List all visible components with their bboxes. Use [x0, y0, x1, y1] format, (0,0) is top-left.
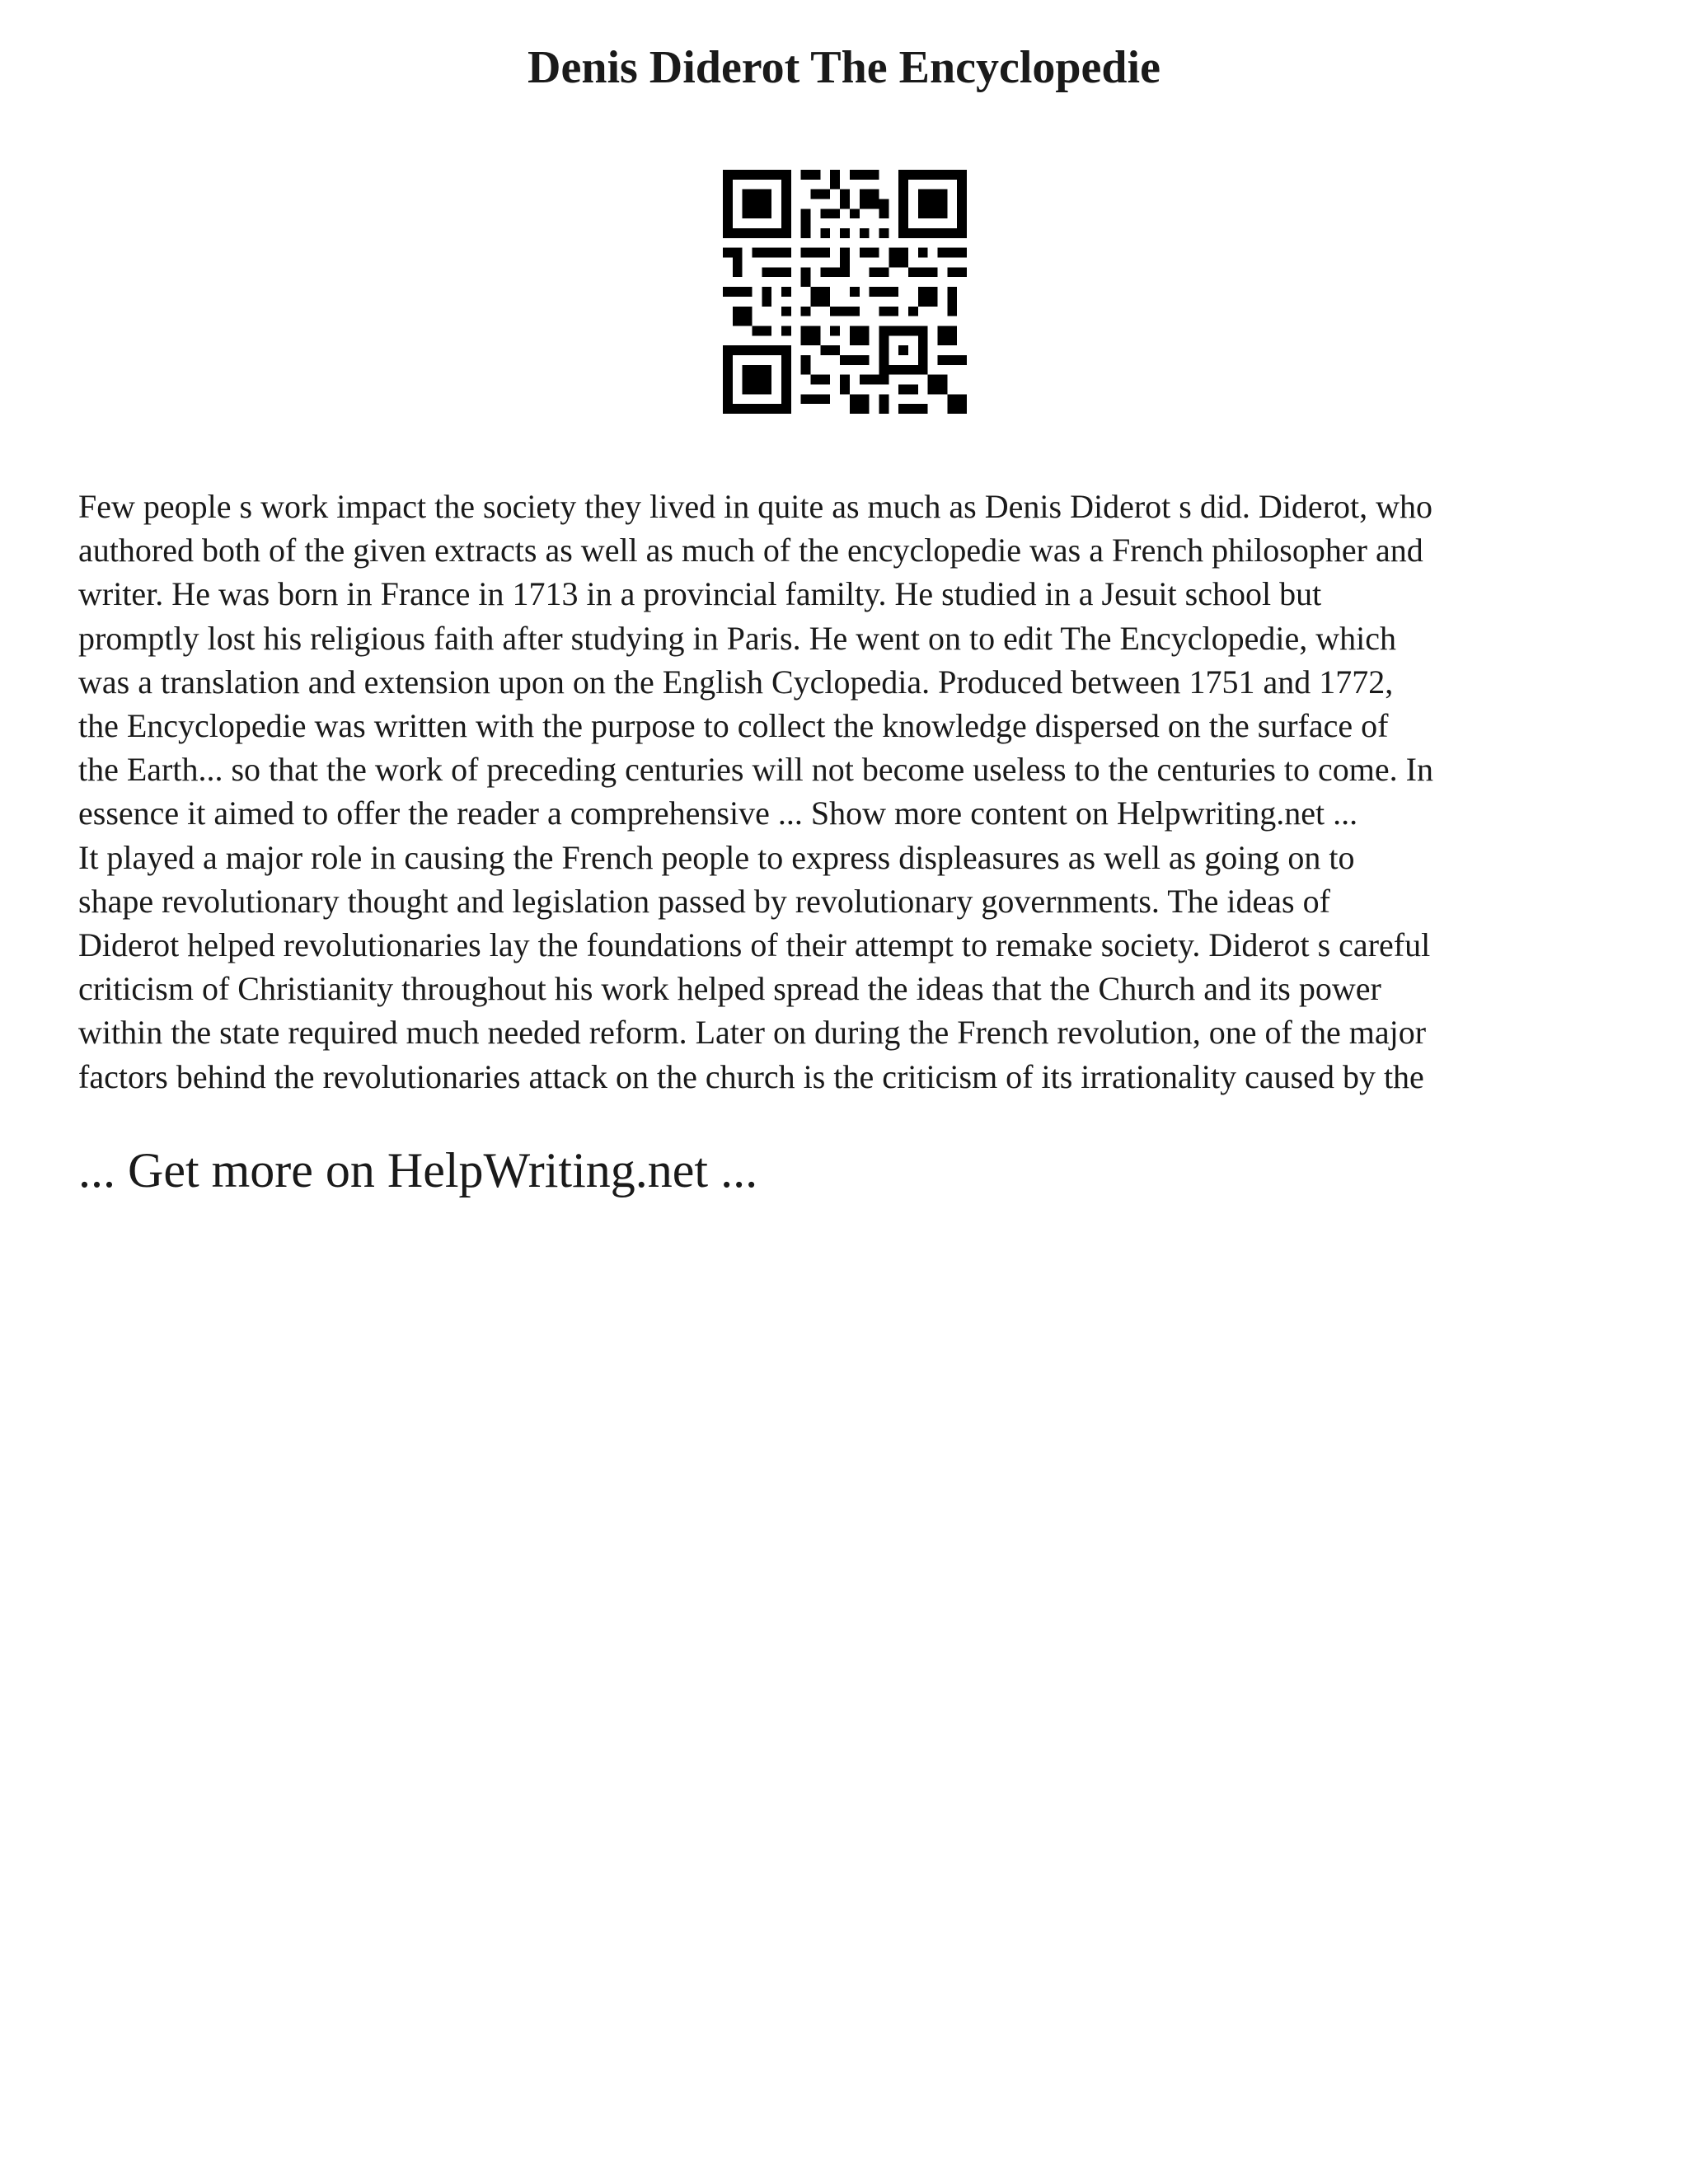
body-line: criticism of Christianity throughout his work helped spread the ideas that the Church and its power — [78, 970, 1381, 1008]
body-line: the Earth... so that the work of preceding centuries will not become useless to the centuries to come. In — [78, 751, 1433, 789]
article-body — [78, 485, 1628, 1099]
body-line: shape revolutionary thought and legislation passed by revolutionary governments. The ideas of — [78, 882, 1330, 920]
body-line: writer. He was born in France in 1713 in a provincial familty. He studied in a Jesuit school but — [78, 575, 1322, 613]
body-line: within the state required much needed reform. Later on during the French revolution, one of the major — [78, 1014, 1427, 1052]
qr-code-graphic — [723, 170, 967, 414]
body-line: It played a major role in causing the French people to express displeasures as well as going on to — [78, 838, 1355, 876]
page-title: Denis Diderot The Encyclopedie — [528, 42, 1160, 93]
get-more-link[interactable]: ... Get more on HelpWriting.net ... — [78, 1143, 758, 1197]
body-line: factors behind the revolutionaries attack on the church is the criticism of its irrationality caused by the — [78, 1057, 1424, 1095]
body-line: authored both of the given extracts as well as much of the encyclopedie was a French philosopher and — [78, 532, 1423, 569]
body-line: the Encyclopedie was written with the purpose to collect the knowledge dispersed on the surface of — [78, 707, 1389, 745]
body-line: essence it aimed to offer the reader a comprehensive ... Show more content on Helpwriting.net ... — [78, 794, 1358, 832]
body-line: Diderot helped revolutionaries lay the foundations of their attempt to remake society. Diderot s careful — [78, 926, 1431, 964]
body-line: Few people s work impact the society they lived in quite as much as Denis Diderot s did. Diderot, who — [78, 488, 1433, 525]
body-line: promptly lost his religious faith after studying in Paris. He went on to edit The Encyclopedie, which — [78, 619, 1396, 657]
qr-code-icon — [723, 170, 967, 414]
body-line: was a translation and extension upon on the English Cyclopedia. Produced between 1751 and 1772, — [78, 663, 1394, 701]
